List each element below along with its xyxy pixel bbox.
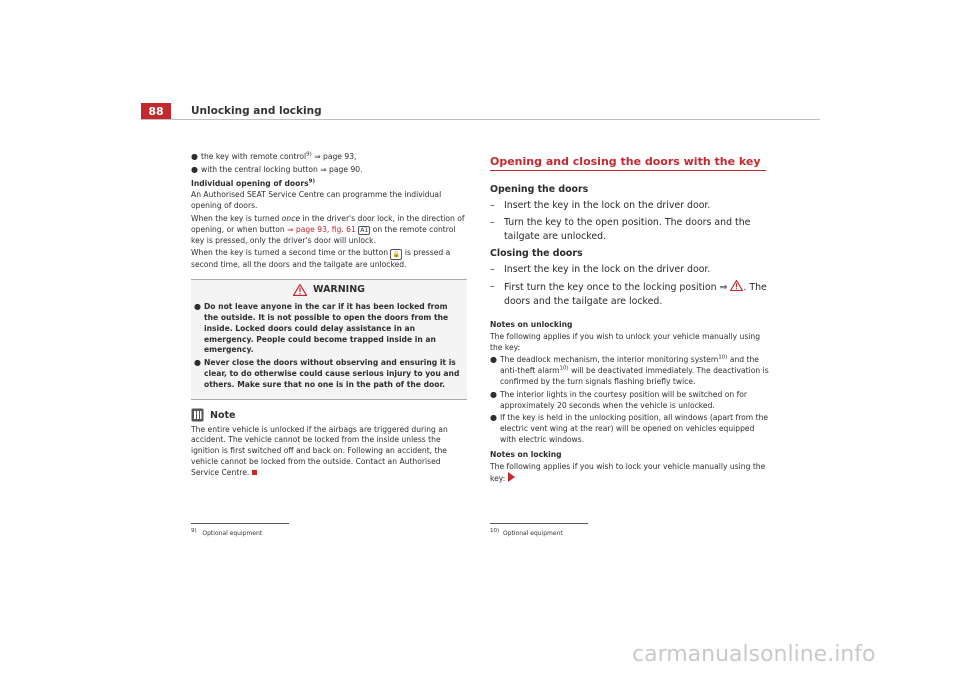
list-item: ● The deadlock mechanism, the interior monitoring system$^{10)}$ and the anti-theft alarm$^{10)}$ will be deactivated immediately. The deactivation is confirmed by the turn signals flashing briefly twice. [490, 354, 769, 386]
note-icon [191, 408, 204, 422]
list-item: – First turn the key once to the locking position ⇒ . The doors and the tailgate are locked. [490, 281, 767, 307]
bullet-icon: ● [191, 164, 198, 174]
list-item: – Insert the key in the lock on the driver door. [490, 199, 711, 211]
footnote-rule [191, 523, 289, 524]
list-item: ● with the central locking button ⇒ page 90. [191, 164, 363, 174]
warning-header: WARNING [194, 284, 464, 296]
paragraph: The following applies if you wish to unlock your vehicle manually using the key: [490, 331, 761, 352]
closing-heading: Closing the doors [490, 248, 583, 259]
individual-opening-heading: Individual opening of doors$^{9)}$ [191, 178, 315, 188]
list-item: ● the key with remote control$^{9)}$ ⇒ page 93, [191, 151, 357, 161]
paragraph: When the key is turned once in the driver's door lock, in the direction of opening, or when button ⇒ page 93, fig. 61 A1 on the remote control key is pressed, only the driver's door will unlock. [191, 213, 465, 245]
left-column [191, 152, 467, 481]
dash-icon: – [490, 281, 495, 292]
bullet-icon: ● [490, 389, 497, 399]
bullet-icon: ● [490, 355, 497, 365]
continue-arrow-icon[interactable] [508, 472, 515, 482]
warning-triangle-icon [293, 284, 307, 296]
dash-icon: – [490, 217, 495, 228]
dash-icon: – [490, 263, 495, 275]
footnote-rule [490, 523, 588, 524]
watermark: carmanualsonline.info [632, 642, 876, 667]
right-column [490, 155, 770, 487]
callout-a1-icon: A1 [358, 226, 370, 235]
bullet-icon: ● [194, 302, 201, 312]
opening-heading: Opening the doors [490, 184, 589, 195]
paragraph: When the key is turned a second time or the button 🔓 is pressed a second time, all the doors and the tailgate are unlocked. [191, 248, 451, 270]
note-text: The entire vehicle is unlocked if the airbags are triggered during an accident. The vehicle cannot be locked from the inside unless the ignition is first switched off and back on. Following an accident, the vehicle cannot be locked from the outside. Contact an Authorised Service Centre. [191, 424, 448, 477]
page-reference-link[interactable]: ⇒ page 93, fig. 61 [287, 224, 356, 234]
section-title: Opening and closing the doors with the key [490, 155, 766, 171]
paragraph: An Authorised SEAT Service Centre can programme the individual opening of doors. [191, 190, 442, 211]
warning-box [191, 279, 467, 399]
list-item: ● If the key is held in the unlocking position, all windows (apart from the electric vent wing at the rear) will be opened on vehicles equipped with electric windows. [490, 413, 769, 444]
notes-locking-heading: Notes on locking [490, 449, 562, 459]
page-header-title: Unlocking and locking [191, 105, 322, 117]
bullet-icon: ● [194, 358, 201, 368]
bullet-icon: ● [490, 413, 497, 423]
end-of-section-icon [252, 470, 257, 475]
footnote-left: 9) Optional equipment [191, 523, 289, 537]
notes-section [490, 320, 770, 485]
warning-item: ● Never close the doors without observing and ensuring it is clear, to do otherwise could cause serious injury to you and others. Make sure that no one is in the path of the door. [194, 358, 460, 389]
header-rule [141, 119, 820, 120]
dash-icon: – [490, 199, 495, 211]
list-item: – Turn the key to the open position. The doors and the tailgate are unlocked. [490, 217, 751, 242]
unlock-button-icon: 🔓 [390, 249, 402, 260]
page-number: 88 [141, 103, 171, 120]
list-item: – Insert the key in the lock on the driver door. [490, 263, 711, 275]
warning-item: ● Do not leave anyone in the car if it has been locked from the outside. It is not possible to open the doors from the inside. Locked doors could delay assistance in an emergency. People could become trapped inside in an emergency. [194, 302, 449, 355]
warning-triangle-icon [730, 280, 743, 291]
footnote-right: 10) Optional equipment [490, 523, 588, 537]
list-item: ● The interior lights in the courtesy position will be switched on for approximately 20 seconds when the vehicle is unlocked. [490, 389, 748, 410]
bullet-icon: ● [191, 152, 198, 161]
paragraph: The following applies if you wish to lock your vehicle manually using the key: [490, 461, 766, 484]
note-header: Note [191, 408, 467, 422]
procedure [490, 183, 770, 308]
notes-unlocking-heading: Notes on unlocking [490, 320, 573, 329]
